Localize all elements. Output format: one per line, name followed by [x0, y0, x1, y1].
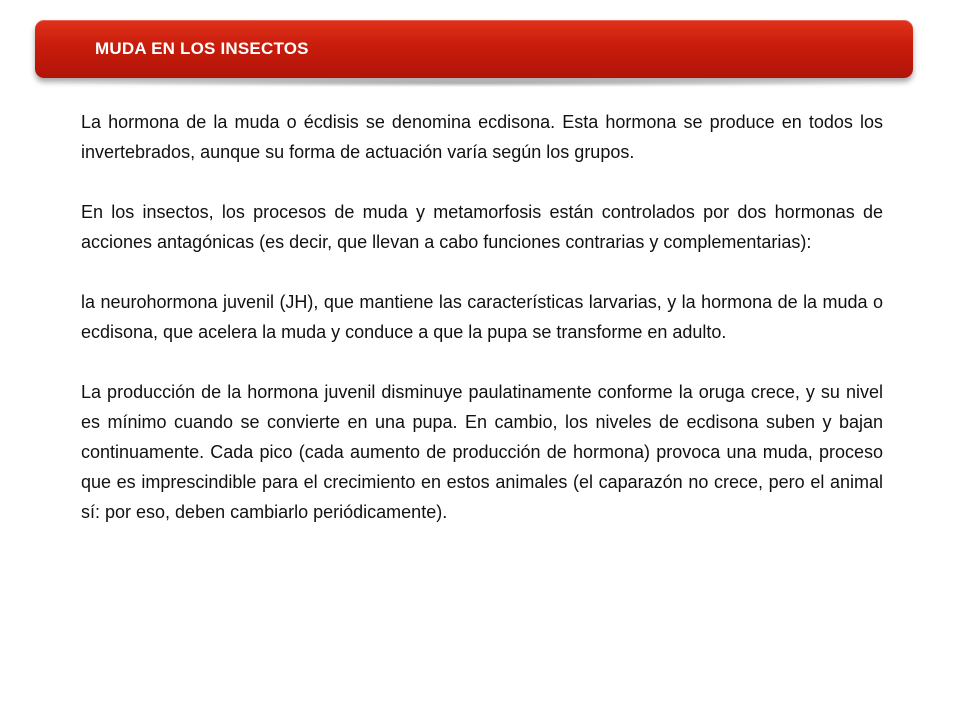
slide-body	[81, 107, 883, 527]
paragraph-hormones: En los insectos, los procesos de muda y metamorfosis están controlados por dos hormonas de acciones antagónicas (es decir, que llevan a cabo funciones contrarias y complementarias):	[81, 202, 883, 252]
paragraph-juvenile-hormone: la neurohormona juvenil (JH), que mantiene las características larvarias, y la hormona de la muda o ecdisona, que acelera la muda y conduce a que la pupa se transforme en adulto.	[81, 292, 883, 342]
paragraph-production: La producción de la hormona juvenil disminuye paulatinamente conforme la oruga crece, y su nivel es mínimo cuando se convierte en una pupa. En cambio, los niveles de ecdisona suben y bajan continuamente. Cada pico (cada aumento de producción de hormona) provoca una muda, proceso que es imprescindible para el crecimiento en estos animales (el caparazón no crece, pero el animal sí: por eso, deben cambiarlo periódicamente).	[81, 382, 883, 522]
paragraph-intro: La hormona de la muda o écdisis se denomina ecdisona. Esta hormona se produce en todos los invertebrados, aunque su forma de actuación varía según los grupos.	[81, 112, 883, 162]
page-title: MUDA EN LOS INSECTOS	[95, 39, 309, 58]
title-banner	[35, 20, 913, 78]
